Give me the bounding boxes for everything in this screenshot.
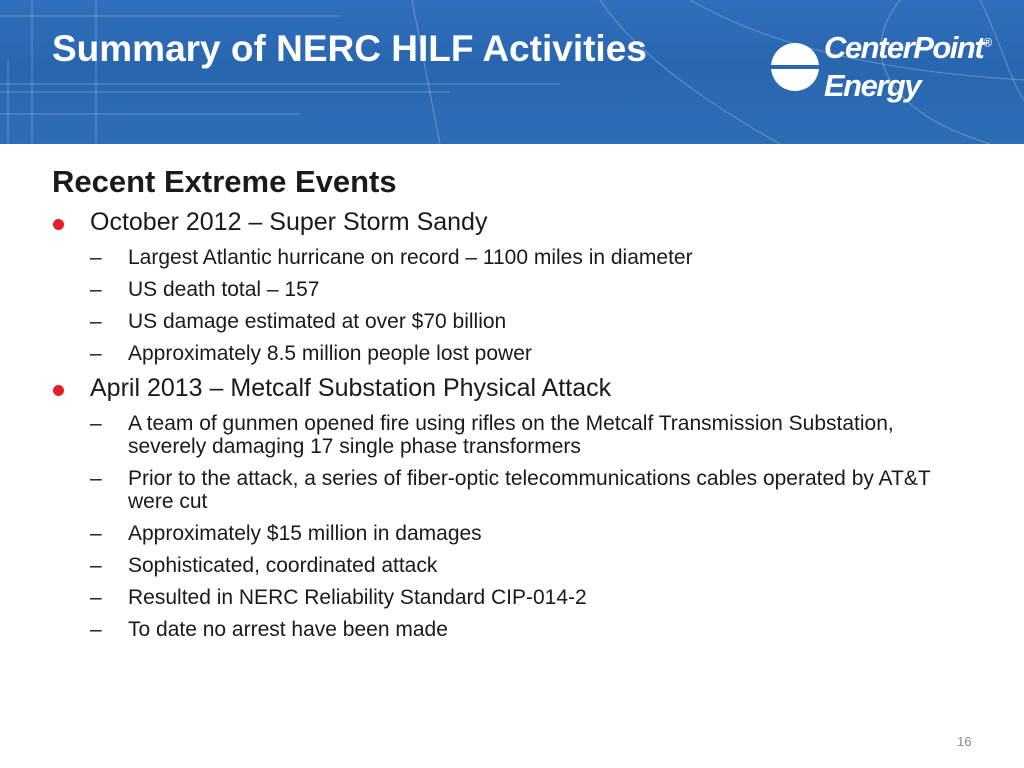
bullet-dot-icon (53, 385, 64, 396)
sub-bullet-item: To date no arrest have been made (128, 618, 448, 641)
sub-bullet-item: Approximately $15 million in damages (128, 522, 482, 545)
sub-bullet-dash: – (90, 467, 102, 490)
bullet-item: October 2012 – Super Storm Sandy (90, 208, 488, 236)
bullet-item: April 2013 – Metcalf Substation Physical Attack (90, 374, 612, 402)
logo-text-line1 (824, 30, 992, 66)
sub-bullet-item: US damage estimated at over $70 billion (128, 310, 507, 333)
sub-bullet-item: Sophisticated, coordinated attack (128, 554, 438, 577)
sub-bullet-dash: – (90, 522, 102, 545)
centerpoint-energy-logo (770, 30, 993, 110)
registered-mark: ® (983, 35, 993, 50)
sub-bullet-item: A team of gunmen opened fire using rifles on the Metcalf Transmission Substation, severely damaging 17 single phase transformers (128, 412, 894, 458)
sub-bullet-dash: – (90, 310, 102, 333)
sub-bullet-item: Approximately 8.5 million people lost power (128, 342, 532, 365)
page-number: 16 (957, 734, 972, 749)
sub-bullet-dash: – (90, 554, 102, 577)
bullet-dot-icon (53, 219, 64, 230)
logo-circle-icon (770, 42, 820, 92)
logo-text-line2: Energy (824, 68, 921, 103)
sub-bullet-dash: – (90, 412, 102, 435)
slide-title: Summary of NERC HILF Activities (52, 28, 647, 69)
sub-bullet-dash: – (90, 278, 102, 301)
logo-centerpoint-text: CenterPoint (824, 30, 984, 65)
slide-header-banner (0, 0, 1024, 144)
sub-bullet-dash: – (90, 246, 102, 269)
sub-bullet-dash: – (90, 586, 102, 609)
section-title: Recent Extreme Events (52, 164, 397, 199)
sub-bullet-dash: – (90, 342, 102, 365)
sub-bullet-item: Prior to the attack, a series of fiber-optic telecommunications cables operated by AT&T were cut (128, 467, 931, 513)
sub-bullet-item: US death total – 157 (128, 278, 320, 301)
sub-bullet-item: Resulted in NERC Reliability Standard CIP-014-2 (128, 586, 587, 609)
sub-bullet-item: Largest Atlantic hurricane on record – 1100 miles in diameter (128, 246, 693, 269)
sub-bullet-dash: – (90, 618, 102, 641)
